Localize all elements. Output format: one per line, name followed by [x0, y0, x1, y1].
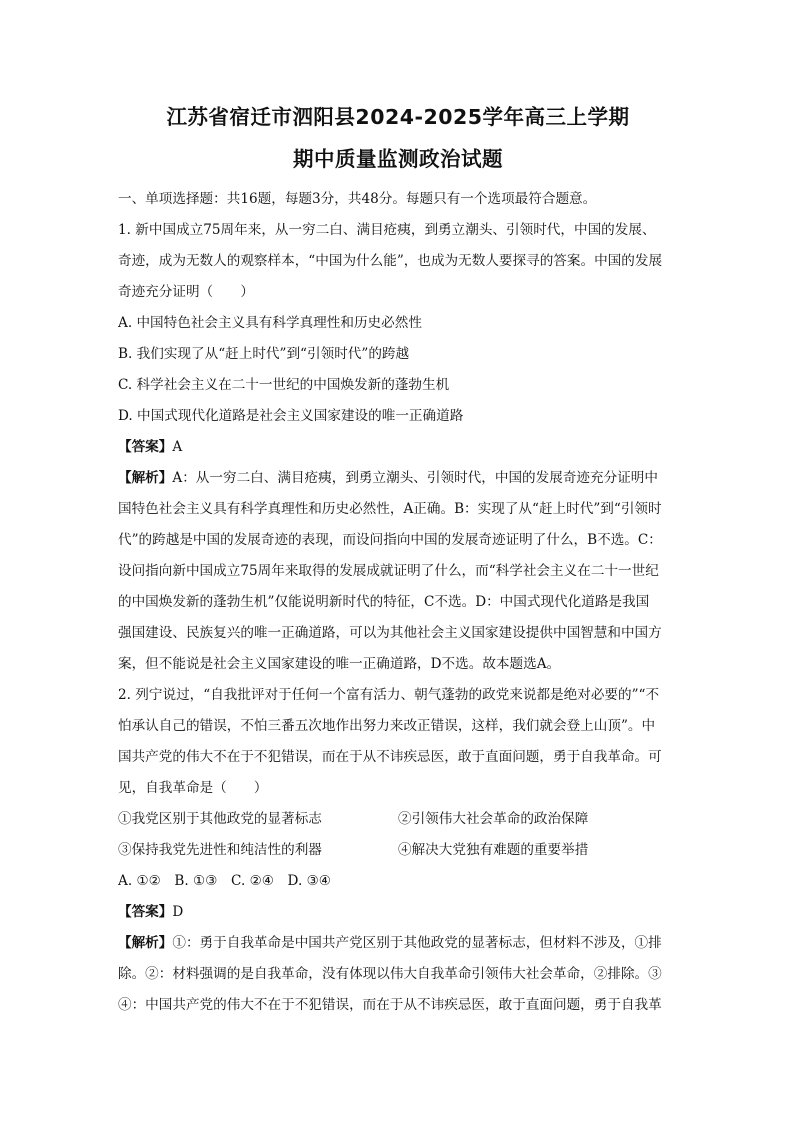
q1-analysis-line: 强国建设、民族复兴的唯一正确道路，可以为其他社会主义国家建设提供中国智慧和中国方: [118, 625, 662, 641]
answer-value: A: [172, 439, 183, 455]
analysis-tag: 【解析】: [118, 935, 173, 951]
q2-stem-line: 怕承认自己的错误，不怕三番五次地作出努力来改正错误，这样，我们就会登上山顶”。中: [118, 718, 656, 734]
q1-option-c: C. 科学社会主义在二十一世纪的中国焕发新的蓬勃生机: [118, 377, 450, 393]
answer-tag: 【答案】: [118, 439, 173, 455]
q1-option-a: A. 中国特色社会主义具有科学真理性和历史必然性: [118, 315, 422, 331]
q2-stem-line: 2. 列宁说过，“自我批评对于任何一个富有活力、朝气蓬勃的政党来说都是绝对必要的”“不: [118, 687, 660, 703]
section-heading: 一、单项选择题：共16题，每题3分，共48分。每题只有一个选项最符合题意。: [118, 191, 597, 207]
q2-item-1: ①我党区别于其他政党的显著标志: [118, 811, 322, 827]
q2-item-2: ②引领伟大社会革命的政治保障: [398, 811, 589, 827]
q1-stem-line: 奇迹充分证明（ ）: [118, 284, 254, 300]
q2-analysis-line: 除。②：材料强调的是自我革命，没有体现以伟大自我革命引领伟大社会革命，②排除。③: [118, 966, 662, 982]
q1-analysis-line: [118, 463, 678, 494]
document-title-line2: 期中质量监测政治试题: [293, 147, 503, 171]
q1-analysis-line: 设问指向新中国成立75周年来取得的发展成就证明了什么，而“科学社会主义在二十一世纪: [118, 563, 659, 579]
q2-items-row: [118, 835, 678, 866]
q2-item-4: ④解决大党独有难题的重要举措: [398, 842, 589, 858]
answer-tag: 【答案】: [118, 904, 173, 920]
analysis-text: A：从一穷二白、满目疮痍，到勇立潮头、引领时代，中国的发展奇迹充分证明中: [172, 470, 658, 486]
q1-analysis-line: 代”的跨越是中国的发展奇迹的表现，而设问指向中国的发展奇迹证明了什么，B不选。C：: [118, 532, 662, 548]
q2-choices: A. ①② B. ①③ C. ②④ D. ③④: [118, 873, 331, 889]
q1-analysis-line: 案，但不能说是社会主义国家建设的唯一正确道路，D不选。故本题选A。: [118, 656, 561, 672]
q1-answer: [118, 432, 678, 463]
document-page: [118, 96, 678, 1021]
document-title-line1: 江苏省宿迁市泗阳县2024-2025学年高三上学期: [166, 105, 630, 129]
q1-stem-line: 1. 新中国成立75周年来，从一穷二白、满目疮痍，到勇立潮头、引领时代，中国的发展、: [118, 222, 656, 238]
analysis-tag: 【解析】: [118, 470, 173, 486]
q2-stem-line: 见，自我革命是（ ）: [118, 780, 268, 796]
q2-analysis-line: ④：中国共产党的伟大不在于不犯错误，而在于从不讳疾忌医，敢于直面问题，勇于自我革: [118, 997, 662, 1013]
q2-item-3: ③保持我党先进性和纯洁性的利器: [118, 842, 322, 858]
q1-option-b: B. 我们实现了从“赶上时代”到“引领时代”的跨越: [118, 346, 410, 362]
q1-stem-line: 奇迹，成为无数人的观察样本，“中国为什么能”，也成为无数人要探寻的答案。中国的发展: [118, 253, 663, 269]
q2-analysis-line: [118, 928, 678, 959]
q1-analysis-line: 的中国焕发新的蓬勃生机”仅能说明新时代的特征，C不选。D：中国式现代化道路是我国: [118, 594, 650, 610]
q2-answer: [118, 897, 678, 928]
q2-stem-line: 国共产党的伟大不在于不犯错误，而在于从不讳疾忌医，敢于直面问题，勇于自我革命。可: [118, 749, 662, 765]
q1-option-d: D. 中国式现代化道路是社会主义国家建设的唯一正确道路: [118, 408, 464, 424]
answer-value: D: [172, 904, 184, 920]
q1-analysis-line: 国特色社会主义具有科学真理性和历史必然性，A正确。B：实现了从“赶上时代”到“引领时: [118, 501, 662, 517]
q2-items-row: [118, 804, 678, 835]
analysis-text: ①：勇于自我革命是中国共产党区别于其他政党的显著标志，但材料不涉及，①排: [172, 935, 662, 951]
